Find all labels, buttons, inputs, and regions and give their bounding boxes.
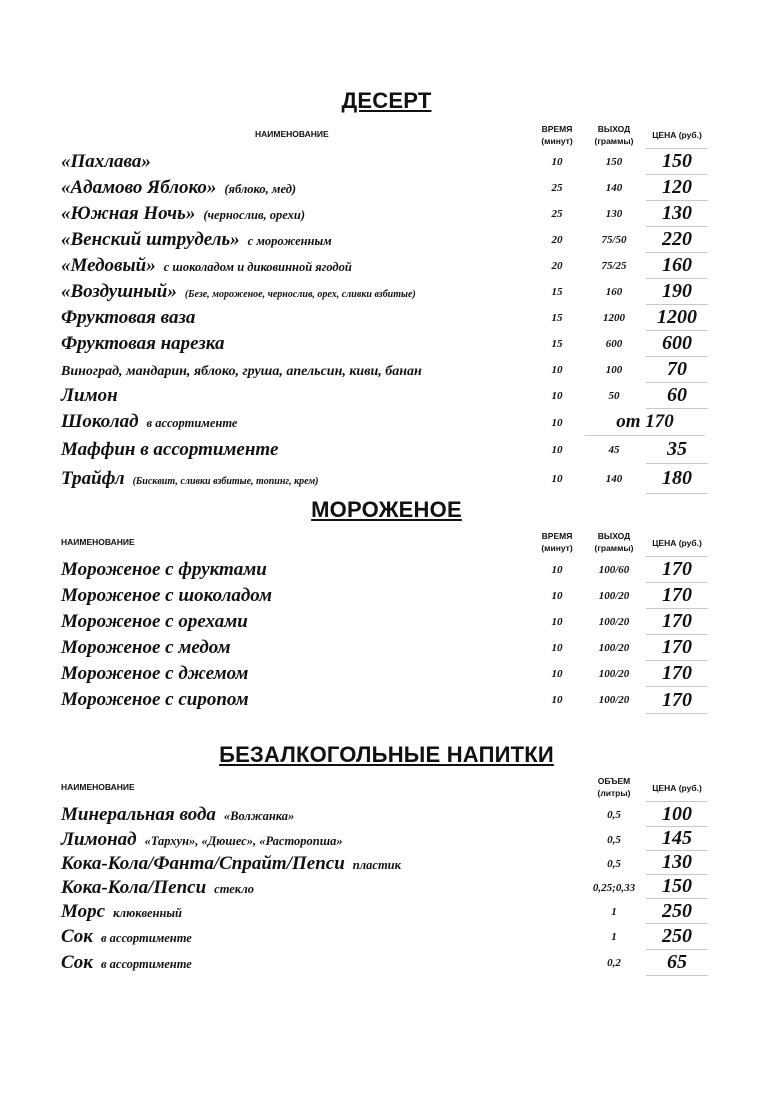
dessert-header-name: НАИМЕНОВАНИЕ — [255, 129, 329, 139]
item-price: 220 — [646, 227, 708, 253]
dessert-header-price: ЦЕНА (руб.) — [652, 130, 702, 140]
menu-item — [0, 827, 773, 851]
item-time: 10 — [551, 417, 563, 429]
item-desc: (чернослив, орехи) — [203, 208, 306, 222]
item-name: Мороженое с шоколадом — [61, 585, 273, 606]
item-time: 10 — [551, 564, 563, 576]
item-desc: клюквенный — [113, 906, 183, 920]
item-yield: 100/20 — [598, 642, 630, 654]
item-name: «Южная Ночь» — [61, 203, 196, 224]
item-time: 10 — [551, 444, 563, 456]
item-yield: 100 — [605, 364, 623, 376]
item-price: 190 — [646, 279, 708, 305]
item-desc: пластик — [352, 858, 401, 872]
menu-item — [0, 201, 773, 227]
icecream-header-time: ВРЕМЯ (минут) — [541, 531, 573, 553]
item-yield: 45 — [608, 444, 620, 456]
item-name: Фруктовая ваза — [61, 307, 196, 328]
item-yield: 75/50 — [601, 234, 627, 246]
item-volume: 0,5 — [607, 858, 621, 870]
item-price: 250 — [646, 899, 708, 924]
item-price: 170 — [646, 609, 708, 635]
drinks-header-price: ЦЕНА (руб.) — [652, 783, 702, 793]
item-yield: 140 — [605, 473, 623, 485]
menu-item — [0, 661, 773, 687]
item-volume: 0,25;0,33 — [592, 882, 636, 894]
item-time: 10 — [551, 668, 563, 680]
menu-item — [0, 583, 773, 609]
item-name: Морс — [61, 901, 106, 922]
menu-item — [0, 357, 773, 383]
item-desc: «Волжанка» — [223, 809, 295, 823]
item-price: 150 — [646, 149, 708, 175]
item-desc: (Бисквит, сливки взбитые, топинг, крем) — [132, 476, 319, 487]
item-price: 100 — [646, 802, 708, 827]
item-name: «Пахлава» — [61, 151, 151, 172]
item-yield: 100/60 — [598, 564, 630, 576]
item-price: от 170 — [585, 409, 705, 436]
item-time: 10 — [551, 642, 563, 654]
item-time: 10 — [551, 590, 563, 602]
item-yield: 100/20 — [598, 590, 630, 602]
item-time: 20 — [551, 260, 563, 272]
item-time: 10 — [551, 616, 563, 628]
item-desc: в ассортименте — [100, 957, 192, 971]
item-yield: 130 — [605, 208, 623, 220]
item-price: 170 — [646, 635, 708, 661]
menu-item — [0, 609, 773, 635]
item-name: Фруктовая нарезка — [61, 333, 225, 354]
item-name: Шоколад — [61, 411, 139, 432]
item-price: 150 — [646, 875, 708, 899]
item-name: Трайфл — [61, 468, 125, 489]
item-price: 1200 — [646, 305, 708, 331]
dessert-title: ДЕСЕРТ — [341, 88, 432, 113]
item-time: 15 — [551, 286, 563, 298]
menu-item — [0, 899, 773, 924]
menu-item — [0, 557, 773, 583]
item-price: 130 — [646, 851, 708, 875]
item-yield: 160 — [605, 286, 623, 298]
item-time: 15 — [551, 312, 563, 324]
item-yield: 1200 — [603, 312, 625, 324]
item-name: Мороженое с медом — [61, 637, 231, 658]
item-desc: «Тархун», «Дюшес», «Расторопша» — [144, 834, 343, 848]
item-yield: 150 — [605, 156, 623, 168]
menu-item — [0, 851, 773, 875]
menu-item — [0, 305, 773, 331]
menu-item — [0, 279, 773, 305]
item-desc: стекло — [214, 882, 255, 896]
icecream-header-name: НАИМЕНОВАНИЕ — [61, 537, 135, 547]
item-name: «Адамово Яблоко» — [61, 177, 217, 198]
icecream-header-yield: ВЫХОД (граммы) — [594, 531, 634, 553]
dessert-header-time: ВРЕМЯ (минут) — [541, 124, 573, 146]
icecream-title: МОРОЖЕНОЕ — [311, 497, 462, 522]
menu-item — [0, 253, 773, 279]
item-name: Минеральная вода — [61, 804, 216, 825]
item-time: 20 — [551, 234, 563, 246]
item-desc: (яблоко, мед) — [224, 182, 297, 196]
item-name: «Воздушный» — [61, 281, 177, 302]
item-name: Лимонад — [61, 829, 137, 850]
item-name: Мороженое с орехами — [61, 611, 248, 632]
item-name: Лимон — [61, 385, 118, 406]
item-desc: в ассортименте — [100, 931, 192, 945]
item-time: 25 — [551, 182, 563, 194]
item-price: 170 — [646, 583, 708, 609]
item-yield: 100/20 — [598, 694, 630, 706]
item-name: Кока-Кола/Пепси — [61, 877, 207, 898]
item-price: 180 — [646, 464, 708, 494]
dessert-header-yield: ВЫХОД (граммы) — [594, 124, 634, 146]
item-volume: 1 — [611, 931, 617, 943]
item-desc: в ассортименте — [146, 416, 238, 430]
item-volume: 1 — [611, 906, 617, 918]
item-yield: 75/25 — [601, 260, 627, 272]
menu-item — [0, 383, 773, 409]
item-yield: 600 — [605, 338, 623, 350]
menu-item — [0, 635, 773, 661]
item-price: 130 — [646, 201, 708, 227]
item-name: «Венский штрудель» — [61, 229, 240, 250]
item-name: Мороженое с сиропом — [61, 689, 249, 710]
item-price: 120 — [646, 175, 708, 201]
item-yield: 100/20 — [598, 668, 630, 680]
menu-item — [0, 409, 773, 436]
item-price: 145 — [646, 827, 708, 851]
menu-item — [0, 875, 773, 899]
item-price: 70 — [646, 357, 708, 383]
menu-item — [0, 149, 773, 175]
item-name: Сок — [61, 952, 93, 973]
item-price: 600 — [646, 331, 708, 357]
item-price: 65 — [646, 950, 708, 976]
item-desc: с мороженным — [247, 234, 332, 248]
item-time: 10 — [551, 694, 563, 706]
item-name: Сок — [61, 926, 93, 947]
item-time: 10 — [551, 390, 563, 402]
item-volume: 0,5 — [607, 834, 621, 846]
item-name: Виноград, мандарин, яблоко, груша, апельсин, киви, банан — [61, 364, 422, 379]
item-name: Маффин в ассортименте — [61, 439, 279, 460]
item-name: Мороженое с джемом — [61, 663, 249, 684]
item-time: 25 — [551, 208, 563, 220]
item-desc: с шоколадом и диковинной ягодой — [163, 260, 352, 274]
menu-item — [0, 687, 773, 714]
item-volume: 0,2 — [607, 957, 621, 969]
menu-item — [0, 464, 773, 494]
item-volume: 0,5 — [607, 809, 621, 821]
item-yield: 140 — [605, 182, 623, 194]
item-desc: (Безе, мороженое, чернослив, орех, сливки взбитые) — [184, 289, 416, 300]
item-name: Мороженое с фруктами — [61, 559, 267, 580]
item-price: 250 — [646, 924, 708, 950]
item-time: 10 — [551, 156, 563, 168]
menu-item — [0, 802, 773, 827]
item-price: 170 — [646, 687, 708, 714]
item-time: 15 — [551, 338, 563, 350]
item-name: Кока-Кола/Фанта/Спрайт/Пепси — [61, 853, 345, 874]
item-price: 170 — [646, 557, 708, 583]
item-price: 170 — [646, 661, 708, 687]
drinks-title: БЕЗАЛКОГОЛЬНЫЕ НАПИТКИ — [219, 742, 554, 767]
drinks-header-volume: ОБЪЕМ (литры) — [597, 776, 631, 798]
item-time: 10 — [551, 473, 563, 485]
item-price: 160 — [646, 253, 708, 279]
menu-item — [0, 950, 773, 976]
menu-item — [0, 331, 773, 357]
item-price: 35 — [646, 436, 708, 464]
item-name: «Медовый» — [61, 255, 156, 276]
menu-item — [0, 227, 773, 253]
item-yield: 50 — [608, 390, 620, 402]
menu-item — [0, 924, 773, 950]
menu-item — [0, 175, 773, 201]
item-price: 60 — [646, 383, 708, 409]
item-time: 10 — [551, 364, 563, 376]
menu-item — [0, 436, 773, 464]
item-yield: 100/20 — [598, 616, 630, 628]
drinks-header-name: НАИМЕНОВАНИЕ — [61, 782, 135, 792]
icecream-header-price: ЦЕНА (руб.) — [652, 538, 702, 548]
